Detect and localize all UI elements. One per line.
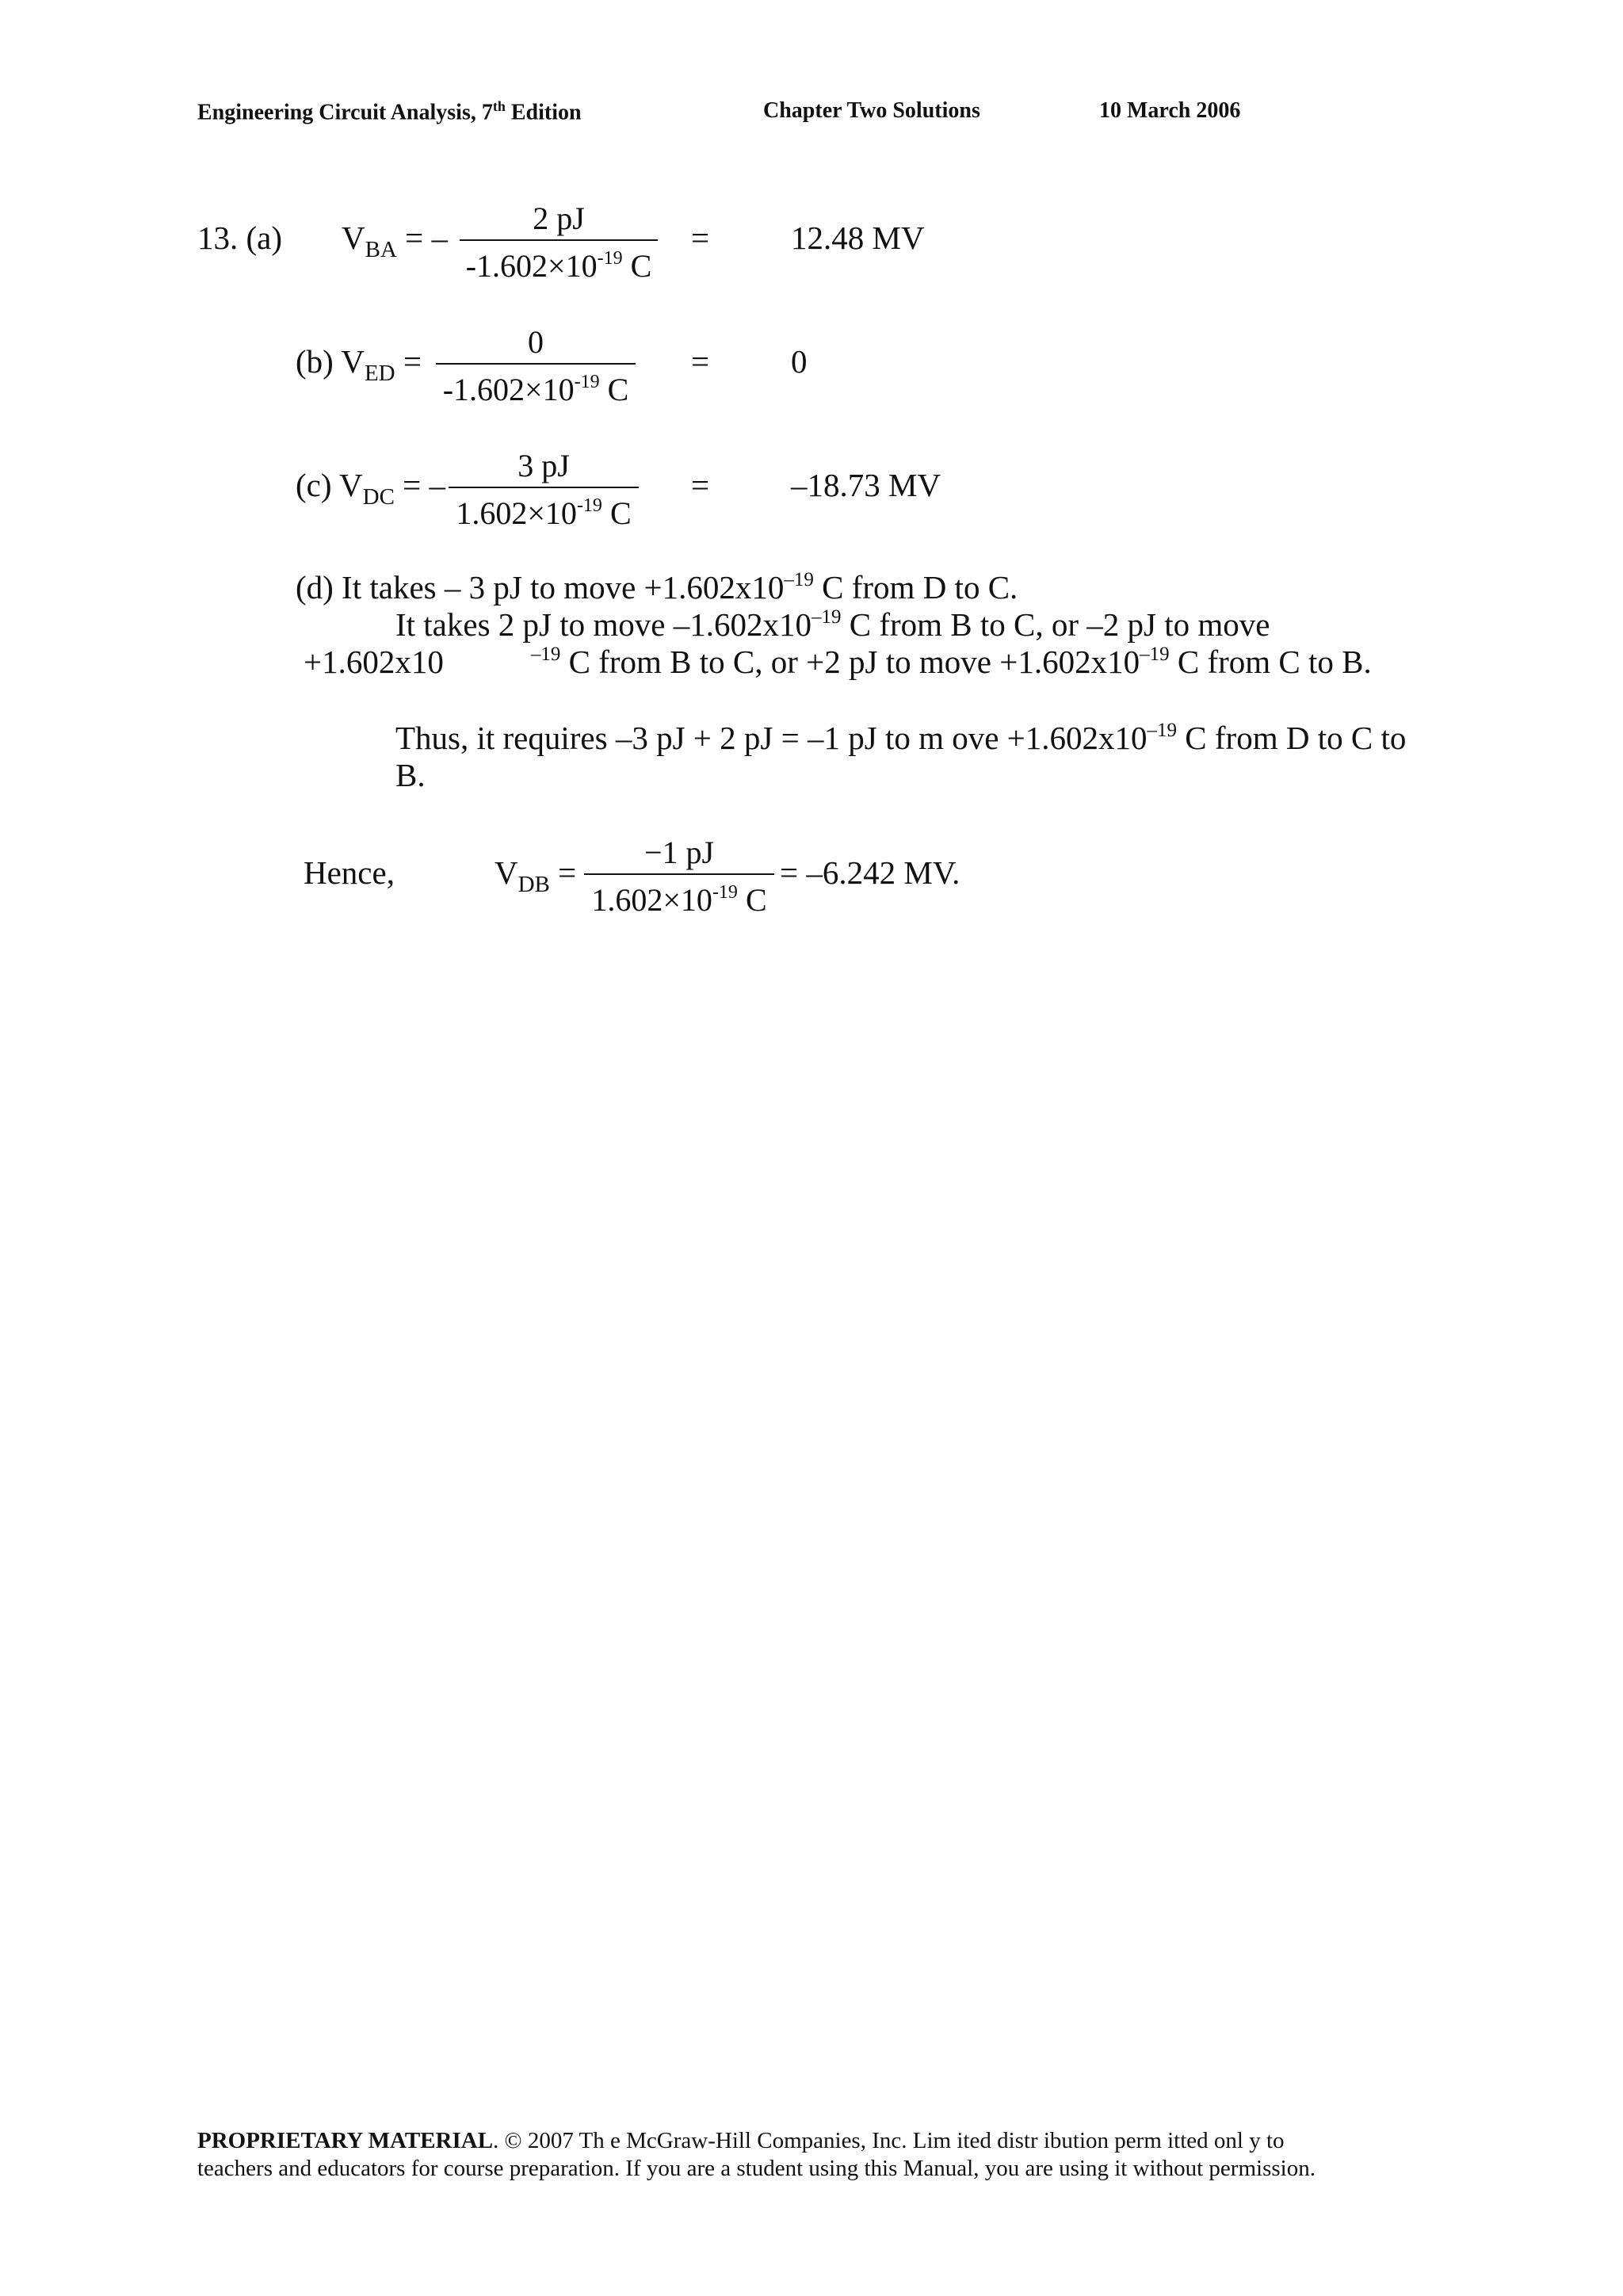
part-b-fraction [436,323,636,411]
header-date: 10 March 2006 [1099,98,1241,123]
part-a-denominator: $-1.602\times 10^{-19}$ C [465,248,652,284]
hence-numerator: −1 pJ [643,835,715,870]
part-c-fraction [449,447,639,534]
part-b-result: 0 [791,343,808,380]
part-d-line-5: B. [395,757,426,793]
part-b-equals: = [691,343,710,380]
footer-line-2: teachers and educators for course preparation. If you are a student using this Manual, you are using it without permission. [197,2156,1316,2181]
part-d-line-1: (d) It takes – 3 pJ to move $+1.602x10^{-19}$ C from D to C. [296,569,1018,606]
part-b-lhs: (b) $V_{ED}$ = [296,343,422,386]
header-chapter: Chapter Two Solutions [763,98,980,123]
part-a-fraction [460,200,658,287]
hence-fraction [584,834,774,921]
part-c-numerator: 3 pJ [517,448,570,483]
part-c-equals: = [691,467,710,503]
fraction-bar [436,363,636,365]
hence-label: Hence, [304,854,395,891]
part-c-denominator: $1.602\times 10^{-19}$ C [456,495,632,531]
part-a-numerator: 2 pJ [533,201,585,236]
footer-line-1: PROPRIETARY MATERIAL. © 2007 Th e McGraw-Hill Companies, Inc. Lim ited distr ibution perm itted onl y to [197,2128,1285,2153]
part-a-result: 12.48 MV [791,220,925,256]
part-c-lhs: (c) $V_{DC}$ = – [296,467,446,510]
part-d-line-2: It takes 2 pJ to move $-1.602x10^{-19}$ C from B to C, or –2 pJ to move [395,606,1270,643]
part-b-denominator: $-1.602\times 10^{-19}$ C [442,372,629,407]
part-c-result: –18.73 MV [791,467,941,503]
hence-result: = –6.242 MV. [780,854,960,891]
fraction-bar [449,487,639,488]
part-a-lhs: $V_{BA}$ = – [342,220,449,262]
hence-denominator: $1.602\times 10^{-19}$ C [591,882,767,918]
fraction-bar [584,873,774,875]
part-d-line-3: +1.602x10 $^{-19}$ C from B to C, or +2 pJ to move $+1.602x10^{-19}$ C from C to B. [304,644,1372,680]
part-b-numerator: 0 [528,324,544,360]
problem-number: 13. (a) [197,220,283,256]
part-a-equals: = [691,220,710,256]
hence-lhs: $V_{DB}$ = [495,854,577,897]
part-d-line-4: Thus, it requires –3 pJ + 2 pJ = –1 pJ to m ove $+1.602x10^{-19}$ C from D to C to [395,720,1407,756]
header-book-title: Engineering Circuit Analysis, 7th Edition [197,98,582,125]
footer-proprietary: PROPRIETARY MATERIAL [197,2128,494,2153]
fraction-bar [460,239,658,241]
